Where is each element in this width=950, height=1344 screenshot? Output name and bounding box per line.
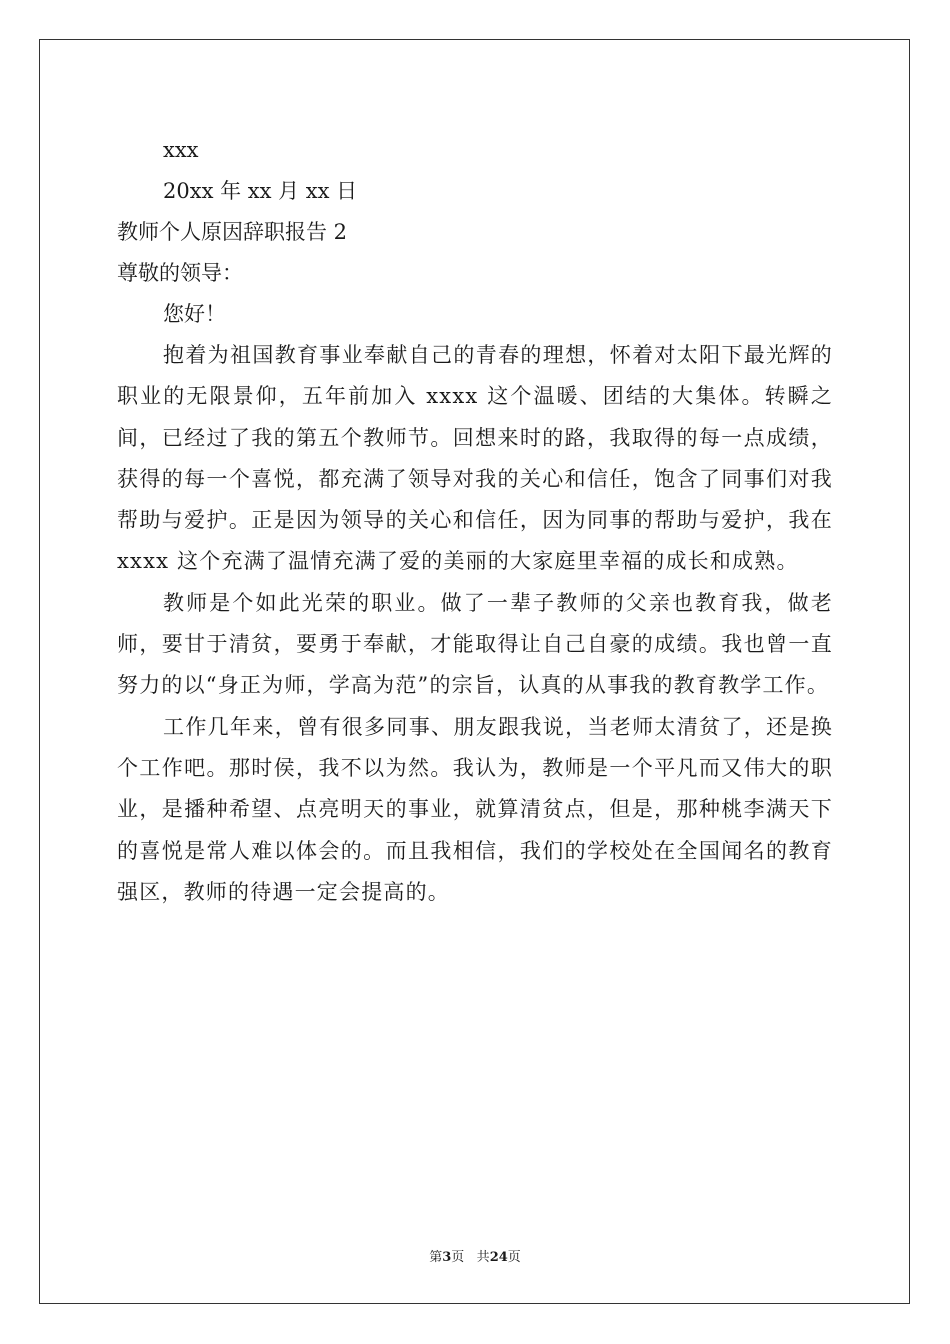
paragraph-3: 工作几年来，曾有很多同事、朋友跟我说，当老师太清贫了，还是换个工作吧。那时侯，我不以为然。我认为，教师是一个平凡而又伟大的职业，是播种希望、点亮明天的事业，就算清贫点，但是，那种桃李满天下的喜悦是常人难以体会的。而且我相信，我们的学校处在全国闻名的教育强区，教师的待遇一定会提高的。 <box>117 714 833 904</box>
paragraph-2: 教师是个如此光荣的职业。做了一辈子教师的父亲也教育我，做老师，要甘于清贫，要勇于奉献，才能取得让自己自豪的成绩。我也曾一直努力的以“身正为师，学高为范”的宗旨，认真的从事我的教育教学工作。 <box>117 590 833 698</box>
page-footer <box>0 1246 950 1265</box>
total-page-count: 24 <box>489 1250 508 1265</box>
footer-total-suffix: 页 <box>507 1250 521 1265</box>
salutation: 尊敬的领导： <box>117 261 243 285</box>
footer-prefix: 第 <box>429 1250 443 1265</box>
footer-page-suffix: 页 <box>451 1250 465 1265</box>
signature: xxx <box>163 138 199 162</box>
document-body <box>117 130 833 913</box>
current-page-number: 3 <box>442 1250 452 1265</box>
paragraph-1: 抱着为祖国教育事业奉献自己的青春的理想，怀着对太阳下最光辉的职业的无限景仰，五年前加入 xxxx 这个温暖、团结的大集体。转瞬之间，已经过了我的第五个教师节。回想来时的路，我取得的每一点成绩，获得的每一个喜悦，都充满了领导对我的关心和信任，饱含了同事们对我帮助与爱护。正是因为领导的关心和信任，因为同事的帮助与爱护，我在 xxxx 这个充满了温情充满了爱的美丽的大家庭里幸福的成长和成熟。 <box>117 343 833 574</box>
greeting: 您好！ <box>163 302 226 326</box>
document-title: 教师个人原因辞职报告 2 <box>117 220 348 244</box>
footer-total-prefix: 共 <box>476 1250 490 1265</box>
date: 20xx 年 xx 月 xx 日 <box>163 179 358 203</box>
